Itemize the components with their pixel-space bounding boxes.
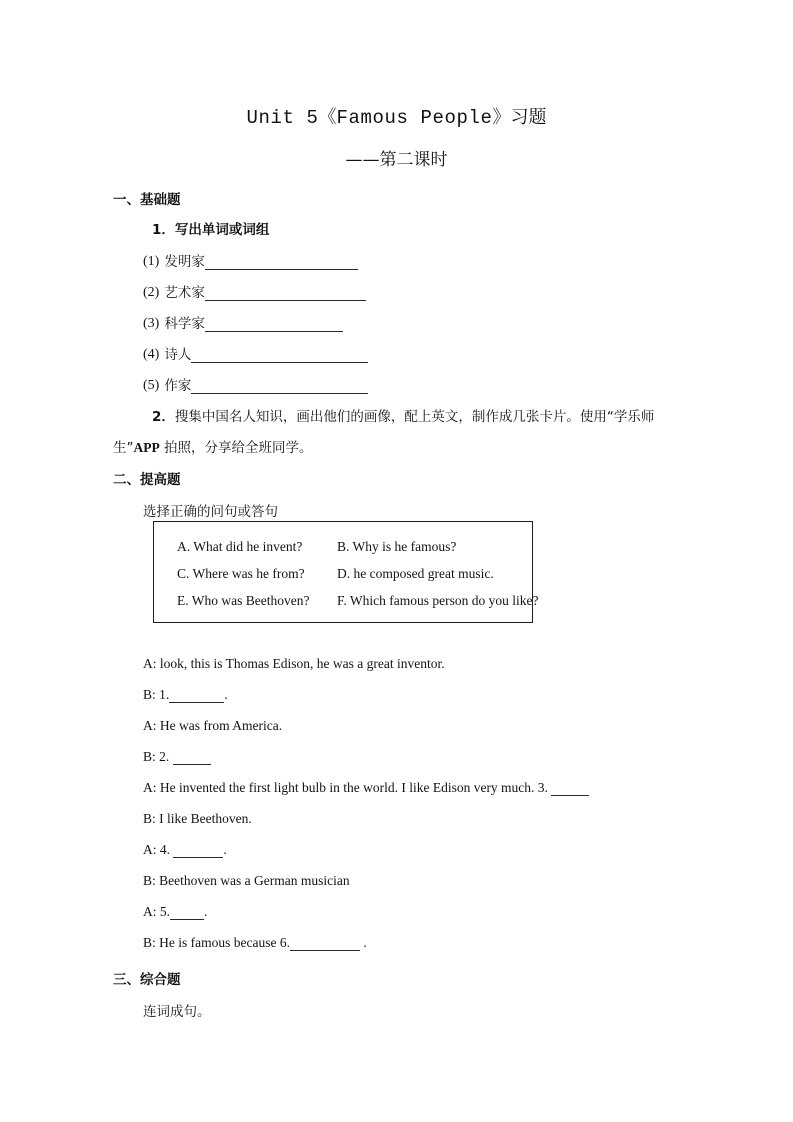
- option-row-3: [177, 593, 539, 609]
- item-1-label: 写出单词或词组: [174, 222, 270, 238]
- dialogue-4-speaker: B:: [143, 749, 156, 764]
- dialogue-2-speaker: B:: [143, 687, 156, 702]
- dialogue-1-speaker: A:: [143, 656, 157, 671]
- task-2-text-2a: 生”: [113, 440, 134, 456]
- dialogue-line-4: [143, 749, 211, 765]
- blank-4-term: 诗人: [164, 347, 192, 363]
- dialogue-9-post: .: [204, 904, 208, 919]
- section-heading-advanced: 二、提高题: [113, 472, 181, 488]
- option-row-2: [177, 566, 494, 582]
- blank-1-index: (1): [143, 254, 160, 269]
- blank-2-index: (2): [143, 285, 160, 300]
- title-work: Famous People: [336, 107, 493, 129]
- dialogue-line-10: [143, 935, 367, 951]
- blank-3-term: 科学家: [164, 316, 205, 332]
- dialogue-10-text: He is famous because 6.: [159, 935, 290, 950]
- task-2-text-1: 搜集中国名人知识，画出他们的画像，配上英文，制作成几张卡片。使用“学乐师: [174, 409, 655, 425]
- page-subtitle: ——第二课时: [345, 150, 448, 170]
- dialogue-line-1: [143, 656, 445, 672]
- blank-item-3: [143, 312, 343, 332]
- dialogue-2-post: .: [224, 687, 228, 702]
- dialogue-line-5: [143, 780, 589, 796]
- blank-2-rule[interactable]: [205, 287, 366, 301]
- blank-item-2: [143, 281, 366, 301]
- options-box: [153, 521, 539, 623]
- option-b[interactable]: B. Why is he famous?: [337, 539, 457, 554]
- task-2-number: 2．: [152, 409, 175, 425]
- dialogue-line-3: [143, 718, 282, 734]
- task-2-app-label: APP: [133, 440, 160, 455]
- title-suffix: 习题: [510, 107, 547, 128]
- blank-1-rule[interactable]: [205, 256, 358, 270]
- dialogue-1-text: look, this is Thomas Edison, he was a great inventor.: [159, 656, 445, 671]
- dialogue-8-speaker: B:: [143, 873, 156, 888]
- dialogue-line-9: [143, 904, 207, 920]
- dialogue-4-text: 2.: [159, 749, 170, 764]
- sentence-making-instruction: 连词成句。: [143, 1004, 211, 1020]
- dialogue-line-8: [143, 873, 350, 889]
- blank-1-term: 发明家: [164, 254, 205, 270]
- dialogue-line-6: [143, 811, 252, 827]
- dialogue-7-rule[interactable]: [173, 844, 223, 858]
- blank-5-rule[interactable]: [191, 380, 368, 394]
- dialogue-2-text: 1.: [159, 687, 170, 702]
- section-heading-comprehensive: 三、综合题: [113, 972, 181, 988]
- dialogue-5-rule[interactable]: [551, 782, 589, 796]
- blank-4-rule[interactable]: [191, 349, 368, 363]
- choose-instruction: 选择正确的问句或答句: [143, 504, 278, 520]
- blank-item-5: [143, 374, 368, 394]
- item-1-number: 1．: [152, 222, 175, 238]
- title-unit: Unit 5: [246, 107, 319, 129]
- dialogue-line-7: [143, 842, 227, 858]
- dialogue-10-post: .: [363, 935, 367, 950]
- task-2-line-2: [113, 436, 313, 456]
- task-2-line-1: [152, 405, 654, 425]
- option-e[interactable]: E. Who was Beethoven?: [177, 593, 310, 608]
- dialogue-3-text: He was from America.: [159, 718, 283, 733]
- dialogue-9-rule[interactable]: [170, 906, 204, 920]
- blank-3-index: (3): [143, 316, 160, 331]
- dialogue-7-post: .: [223, 842, 227, 857]
- dialogue-7-speaker: A:: [143, 842, 157, 857]
- title-bracket-open: 《: [318, 107, 337, 128]
- option-a[interactable]: A. What did he invent?: [177, 539, 303, 554]
- task-2-text-2b: 拍照，分享给全班同学。: [164, 440, 313, 456]
- dialogue-9-text: 5.: [159, 904, 170, 919]
- blank-4-index: (4): [143, 347, 160, 362]
- option-c[interactable]: C. Where was he from?: [177, 566, 305, 581]
- title-bracket-close: 》: [492, 107, 511, 128]
- dialogue-5-text: He invented the first light bulb in the world. I like Edison very much. 3.: [159, 780, 548, 795]
- dialogue-9-speaker: A:: [143, 904, 157, 919]
- blank-5-index: (5): [143, 378, 160, 393]
- dialogue-6-speaker: B:: [143, 811, 156, 826]
- blank-2-term: 艺术家: [164, 285, 205, 301]
- blank-item-4: [143, 343, 368, 363]
- blank-item-1: [143, 250, 358, 270]
- option-f[interactable]: F. Which famous person do you like?: [337, 593, 539, 608]
- dialogue-4-rule[interactable]: [173, 751, 211, 765]
- page-title: [0, 103, 793, 129]
- option-d[interactable]: D. he composed great music.: [337, 566, 494, 581]
- dialogue-10-speaker: B:: [143, 935, 156, 950]
- blank-3-rule[interactable]: [205, 318, 343, 332]
- dialogue-2-rule[interactable]: [169, 689, 224, 703]
- dialogue-5-speaker: A:: [143, 780, 157, 795]
- item-1-heading: [152, 218, 269, 238]
- dialogue-line-2: [143, 687, 228, 703]
- dialogue-7-text: 4.: [159, 842, 170, 857]
- option-row-1: [177, 539, 456, 555]
- section-heading-basic: 一、基础题: [113, 192, 181, 208]
- dialogue-3-speaker: A:: [143, 718, 157, 733]
- dialogue-10-rule[interactable]: [290, 937, 360, 951]
- dialogue-6-text: I like Beethoven.: [159, 811, 252, 826]
- dialogue-8-text: Beethoven was a German musician: [159, 873, 350, 888]
- blank-5-term: 作家: [164, 378, 192, 394]
